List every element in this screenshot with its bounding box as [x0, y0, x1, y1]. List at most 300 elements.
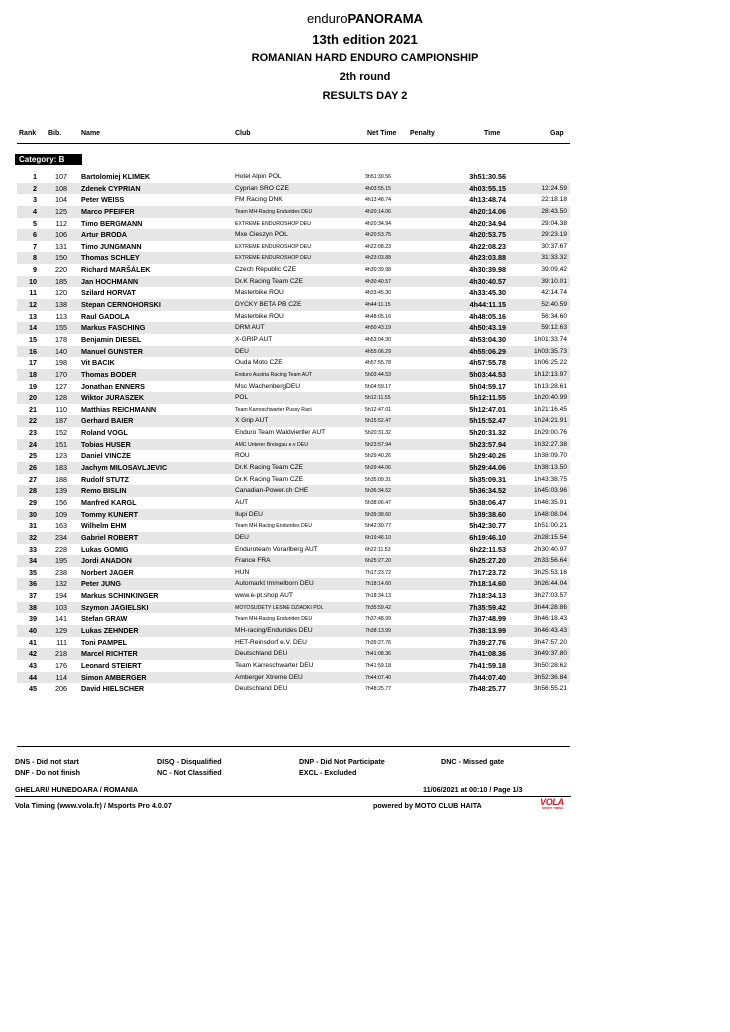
rank-cell: 4: [33, 206, 37, 216]
table-row: [17, 578, 570, 590]
club-cell: EXTREME ENDUROSHOP DEU: [235, 243, 311, 250]
bib-cell: 109: [55, 509, 67, 519]
rank-cell: 41: [29, 637, 37, 647]
club-cell: Msc WachenbergDEU: [235, 382, 300, 390]
vola-logo-icon: VOLA SPORT TIMING: [540, 797, 564, 810]
time-cell: 5h42:30.77: [469, 521, 506, 531]
rank-cell: 25: [29, 451, 37, 461]
time-cell: 7h35:59.42: [469, 602, 506, 612]
gap-cell: 1h46:35.91: [533, 498, 567, 506]
net-time-cell: 5h15:52.47: [365, 418, 391, 425]
championship: ROMANIAN HARD ENDURO CAMPIONSHIP: [251, 52, 479, 64]
time-cell: 5h29:44.06: [469, 463, 506, 473]
gap-cell: 3h27:03.57: [533, 592, 567, 600]
table-row: [17, 276, 570, 288]
time-cell: 4h53:04.30: [469, 334, 506, 344]
bib-cell: 220: [55, 265, 67, 275]
col-time: Time: [484, 130, 501, 137]
time-cell: 6h22:11.53: [469, 544, 506, 554]
rank-cell: 11: [29, 288, 37, 298]
gap-cell: 1h12:13.97: [533, 370, 567, 378]
name-cell: Gabriel ROBERT: [81, 532, 139, 542]
name-cell: Marcel RICHTER: [81, 649, 138, 659]
rank-cell: 37: [29, 591, 37, 601]
gap-cell: 31:33.32: [541, 254, 567, 262]
club-cell: Team Karreschwarter Pussy Raci: [235, 406, 312, 413]
table-row: [17, 334, 570, 346]
club-cell: Masterbike ROU: [235, 289, 284, 297]
time-cell: 5h12:11.55: [469, 393, 506, 403]
name-cell: Jordi ANADON: [81, 556, 132, 566]
footer-date-page: 11/06/2021 at 00:10 / Page 1/3: [423, 785, 523, 794]
net-time-cell: 7h39:27.76: [365, 639, 391, 646]
table-row: [17, 183, 570, 195]
bib-cell: 151: [55, 439, 67, 449]
table-row: [17, 485, 570, 497]
time-cell: 3h51:30.56: [469, 172, 506, 181]
club-cell: FM Racing DNK: [235, 196, 283, 204]
table-row: [17, 229, 570, 241]
net-time-cell: 4h55:06.29: [365, 348, 391, 355]
club-cell: Ilupi DEU: [235, 510, 263, 518]
club-cell: Deutschland DEU: [235, 685, 288, 693]
rank-cell: 20: [29, 393, 37, 403]
name-cell: Wilhelm EHM: [81, 521, 127, 531]
col-penalty: Penalty: [410, 130, 435, 137]
time-cell: 5h36:34.52: [469, 486, 506, 496]
rank-cell: 28: [29, 486, 37, 496]
time-cell: 7h38:13.99: [469, 625, 506, 635]
bib-cell: 139: [55, 486, 67, 496]
net-time-cell: 7h18:14.60: [365, 581, 391, 588]
bib-cell: 238: [55, 567, 67, 577]
club-cell: Team MH Racing Endurides DEU: [235, 523, 312, 530]
net-time-cell: 5h12:47.01: [365, 406, 391, 413]
club-cell: AUT: [235, 498, 249, 506]
gap-cell: 30:37.67: [541, 242, 567, 250]
name-cell: Stefan GRAW: [81, 614, 128, 624]
table-row: [17, 404, 570, 416]
table-row: [17, 287, 570, 299]
net-time-cell: 5h12:11.55: [365, 395, 391, 402]
gap-cell: 22:18.18: [541, 196, 567, 204]
net-time-cell: 4h20:53.75: [365, 232, 391, 239]
table-row: [17, 264, 570, 276]
col-rank: Rank: [19, 130, 37, 137]
time-cell: 5h29:40.26: [469, 451, 506, 461]
rank-cell: 14: [29, 323, 37, 333]
footer-location: GHELARI/ HUNEDOARA / ROMANIA: [15, 785, 139, 794]
net-time-cell: 7h41:59.18: [365, 662, 391, 669]
category-label: Category: B: [15, 154, 82, 165]
legend-dnf: DNF - Do not finish: [15, 768, 81, 777]
club-cell: Team MH-Racing Endurides DEU: [235, 208, 313, 215]
time-cell: 6h25:27.20: [469, 556, 506, 566]
rank-cell: 24: [29, 439, 37, 449]
gap-cell: 1h38:13.50: [533, 464, 567, 472]
net-time-cell: 4h44:11.15: [365, 302, 391, 309]
table-row: [17, 660, 570, 672]
time-cell: 4h20:53.75: [469, 230, 506, 240]
net-time-cell: 5h04:59.17: [365, 383, 391, 390]
table-row: [17, 311, 570, 323]
net-time-cell: 7h48:25.77: [365, 686, 391, 693]
time-cell: 7h37:48.99: [469, 614, 506, 624]
club-cell: Dr.K Racing Team CZE: [235, 277, 304, 285]
net-time-cell: 7h44:07.40: [365, 674, 391, 681]
name-cell: Lukas ZEHNDER: [81, 625, 139, 635]
club-cell: Mxe Cieszyn POL: [235, 231, 288, 239]
club-cell: EXTREME ENDUROSHOP DEU: [235, 255, 311, 262]
net-time-cell: 4h20:34.94: [365, 220, 391, 227]
rank-cell: 18: [29, 369, 37, 379]
bib-cell: 108: [55, 183, 67, 193]
club-cell: DYCKY BETA PB CZE: [235, 301, 302, 309]
club-cell: Enduro Austria Racing Team AUT: [235, 371, 313, 378]
table-row: [17, 637, 570, 649]
table-row: [17, 415, 570, 427]
table-row: [17, 252, 570, 264]
rank-cell: 17: [29, 358, 37, 368]
table-row: [17, 299, 570, 311]
time-cell: 5h23:57.94: [469, 439, 506, 449]
name-cell: Jonathan ENNERS: [81, 381, 145, 391]
club-cell: Hotel Alpin POL: [235, 173, 282, 180]
time-cell: 4h22:08.23: [469, 241, 506, 251]
gap-cell: 39:09.42: [541, 266, 567, 274]
name-cell: Raul GADOLA: [81, 311, 130, 321]
rank-cell: 3: [33, 195, 37, 205]
table-row: [17, 555, 570, 567]
net-time-cell: 4h57:55.78: [365, 360, 391, 367]
net-time-cell: 5h29:40.26: [365, 453, 391, 460]
name-cell: Stepan CERNOHORSKI: [81, 300, 161, 310]
table-row: [17, 625, 570, 637]
time-cell: 7h18:14.60: [469, 579, 506, 589]
results-table: [17, 171, 570, 695]
rank-cell: 7: [33, 241, 37, 251]
column-headers: [0, 130, 730, 142]
net-time-cell: 4h22:08.23: [365, 243, 391, 250]
bib-cell: 195: [55, 556, 67, 566]
club-cell: HUN: [235, 568, 250, 576]
rank-cell: 22: [29, 416, 37, 426]
net-time-cell: 4h33:45.30: [365, 290, 391, 297]
rank-cell: 15: [29, 334, 37, 344]
col-net-time: Net Time: [367, 130, 397, 137]
net-time-cell: 4h23:03.88: [365, 255, 391, 262]
bib-cell: 234: [55, 532, 67, 542]
gap-cell: 3h46:18.43: [533, 615, 567, 623]
table-row: [17, 439, 570, 451]
club-cell: X-GRIP AUT: [235, 335, 273, 343]
time-cell: 7h41:08.36: [469, 649, 506, 659]
bib-cell: 127: [55, 381, 67, 391]
club-cell: MOTOSUDETY LESNE DZIADKI POL: [235, 604, 324, 611]
net-time-cell: 6h22:11.53: [365, 546, 391, 553]
name-cell: Marco PFEIFER: [81, 206, 135, 216]
gap-cell: 1h03:35.73: [533, 347, 567, 355]
rank-cell: 34: [29, 556, 37, 566]
legend-dnp: DNP - Did Not Participate: [299, 757, 385, 766]
time-cell: 7h44:07.40: [469, 672, 506, 682]
bib-cell: 120: [55, 288, 67, 298]
club-cell: Dr.K Racing Team CZE: [235, 475, 304, 483]
time-cell: 4h30:39.98: [469, 265, 506, 275]
rank-cell: 6: [33, 230, 37, 240]
club-cell: EXTREME ENDUROSHOP DEU: [235, 220, 311, 227]
net-time-cell: 4h30:39.98: [365, 267, 391, 274]
gap-cell: 3h26:44.04: [533, 580, 567, 588]
gap-cell: 52:40.59: [541, 301, 567, 309]
time-cell: 4h30:40.57: [469, 276, 506, 286]
time-cell: 4h03:55.15: [469, 183, 506, 193]
name-cell: Rudolf STUTZ: [81, 474, 129, 484]
gap-cell: 1h21:16.45: [533, 405, 567, 413]
bib-cell: 152: [55, 428, 67, 438]
name-cell: Norbert JAGER: [81, 567, 134, 577]
club-cell: Masterbike ROU: [235, 312, 284, 320]
net-time-cell: 7h38:13.99: [365, 627, 391, 634]
time-cell: 5h39:38.60: [469, 509, 506, 519]
net-time-cell: 4h48:05.16: [365, 313, 391, 320]
time-cell: 5h35:09.31: [469, 474, 506, 484]
net-time-cell: 7h18:34.13: [365, 593, 391, 600]
table-row: [17, 357, 570, 369]
table-row: [17, 427, 570, 439]
table-row: [17, 392, 570, 404]
net-time-cell: 7h35:59.42: [365, 604, 391, 611]
table-row: [17, 218, 570, 230]
time-cell: 4h48:05.16: [469, 311, 506, 321]
legend-dns: DNS - Did not start: [15, 757, 79, 766]
time-cell: 4h20:34.94: [469, 218, 506, 228]
table-row: [17, 369, 570, 381]
club-cell: POL: [235, 394, 249, 402]
name-cell: Szilard HORVAT: [81, 288, 136, 298]
rank-cell: 40: [29, 625, 37, 635]
time-cell: 5h15:52.47: [469, 416, 506, 426]
table-row: [17, 206, 570, 218]
table-row: [17, 474, 570, 486]
club-cell: AMC Unterer Breisgau e.v DEU: [235, 441, 308, 448]
name-cell: Thomas BODER: [81, 369, 137, 379]
rank-cell: 30: [29, 509, 37, 519]
table-row: [17, 450, 570, 462]
club-cell: DRM AUT: [235, 324, 265, 332]
gap-cell: 1h29:00.76: [533, 429, 567, 437]
rank-cell: 42: [29, 649, 37, 659]
gap-cell: 3h50:28.62: [533, 661, 567, 669]
time-cell: 4h23:03.88: [469, 253, 506, 263]
net-time-cell: 5h03:44.53: [365, 371, 391, 378]
rank-cell: 43: [29, 660, 37, 670]
name-cell: Markus SCHINKINGER: [81, 591, 159, 601]
bib-cell: 194: [55, 591, 67, 601]
bib-cell: 112: [55, 218, 67, 228]
col-gap: Gap: [550, 130, 564, 137]
table-row: [17, 590, 570, 602]
name-cell: Bartolomiej KLIMEK: [81, 172, 151, 181]
round: 2th round: [339, 71, 391, 83]
club-cell: Enduro Team Waldviertler AUT: [235, 429, 326, 437]
header-divider: [17, 143, 570, 144]
table-row: [17, 520, 570, 532]
net-time-cell: 4h20:14.06: [365, 208, 391, 215]
bib-cell: 131: [55, 241, 67, 251]
club-cell: Cyprian SRO CZE: [235, 184, 289, 192]
rank-cell: 39: [29, 614, 37, 624]
table-row: [17, 532, 570, 544]
table-row: [17, 194, 570, 206]
rank-cell: 5: [33, 218, 37, 228]
gap-cell: 28:43.50: [541, 207, 567, 215]
rank-cell: 2: [33, 183, 37, 193]
col-name: Name: [81, 130, 101, 137]
table-row: [17, 497, 570, 509]
bib-cell: 141: [55, 614, 67, 624]
gap-cell: 1h43:38.75: [533, 475, 567, 483]
rank-cell: 38: [29, 602, 37, 612]
gap-cell: 39:10.01: [541, 277, 567, 285]
net-time-cell: 4h50:43.19: [365, 325, 391, 332]
bib-cell: 187: [55, 416, 67, 426]
name-cell: Gerhard BAIER: [81, 416, 134, 426]
bib-cell: 156: [55, 497, 67, 507]
bib-cell: 163: [55, 521, 67, 531]
bib-cell: 176: [55, 660, 67, 670]
net-time-cell: 4h30:40.57: [365, 278, 391, 285]
legend-dnc: DNC - Missed gate: [441, 757, 505, 766]
name-cell: Benjamin DIESEL: [81, 334, 142, 344]
time-cell: 4h55:06.29: [469, 346, 506, 356]
net-time-cell: 7h17:23.72: [365, 569, 391, 576]
net-time-cell: 5h39:38.60: [365, 511, 391, 518]
gap-cell: 1h48:08.04: [533, 510, 567, 518]
name-cell: Simon AMBERGER: [81, 672, 147, 682]
name-cell: Jachym MILOSAVLJEVIC: [81, 463, 168, 473]
table-row: [17, 567, 570, 579]
table-row: [17, 648, 570, 660]
club-cell: Ouda Moto CZE: [235, 359, 283, 367]
club-cell: ROU: [235, 452, 250, 460]
footer-divider: [15, 796, 571, 797]
time-cell: 7h41:59.18: [469, 660, 506, 670]
name-cell: Wiktor JURASZEK: [81, 393, 145, 403]
rank-cell: 29: [29, 497, 37, 507]
net-time-cell: 4h53:04.30: [365, 336, 391, 343]
rank-cell: 44: [29, 672, 37, 682]
rank-cell: 19: [29, 381, 37, 391]
name-cell: Daniel VINCZE: [81, 451, 131, 461]
legend-nc: NC - Not Classified: [157, 768, 222, 777]
bib-cell: 140: [55, 346, 67, 356]
bib-cell: 107: [55, 172, 67, 181]
bib-cell: 125: [55, 206, 67, 216]
time-cell: 4h33:45.30: [469, 288, 506, 298]
bib-cell: 150: [55, 253, 67, 263]
bib-cell: 155: [55, 323, 67, 333]
gap-cell: 29:23.19: [541, 231, 567, 239]
gap-cell: 1h45:03.96: [533, 487, 567, 495]
gap-cell: 1h51:00.21: [533, 522, 567, 530]
gap-cell: 3h47:57.20: [533, 638, 567, 646]
name-cell: Manuel GUNSTER: [81, 346, 143, 356]
time-cell: 5h04:59.17: [469, 381, 506, 391]
table-row: [17, 509, 570, 521]
net-time-cell: 6h25:27.20: [365, 558, 391, 565]
bib-cell: 128: [55, 393, 67, 403]
name-cell: Timo BERGMANN: [81, 218, 143, 228]
table-row: [17, 672, 570, 684]
net-time-cell: 5h23:57.94: [365, 441, 391, 448]
name-cell: Lukas GOMIG: [81, 544, 129, 554]
rank-cell: 31: [29, 521, 37, 531]
net-time-cell: 7h37:48.99: [365, 616, 391, 623]
club-cell: DEU: [235, 347, 249, 355]
table-row: [17, 683, 570, 695]
club-cell: Amberger Xtreme DEU: [235, 673, 303, 681]
gap-cell: 3h25:53.16: [533, 568, 567, 576]
net-time-cell: 7h41:08.36: [365, 651, 391, 658]
name-cell: Tobias HUSER: [81, 439, 131, 449]
name-cell: Remo BISLIN: [81, 486, 127, 496]
name-cell: Matthias REICHMANN: [81, 404, 157, 414]
gap-cell: 2h33:56.64: [533, 557, 567, 565]
time-cell: 5h12:47.01: [469, 404, 506, 414]
time-cell: 5h20:31.32: [469, 428, 506, 438]
gap-cell: 1h06:25.22: [533, 359, 567, 367]
rank-cell: 27: [29, 474, 37, 484]
net-time-cell: 6h19:46.10: [365, 534, 391, 541]
table-row: [17, 544, 570, 556]
rank-cell: 23: [29, 428, 37, 438]
club-cell: DEU: [235, 533, 249, 541]
name-cell: Leonard STEIERT: [81, 660, 142, 670]
club-cell: Automarkt Immelborn DEU: [235, 580, 314, 588]
bib-cell: 170: [55, 369, 67, 379]
bib-cell: 129: [55, 625, 67, 635]
rank-cell: 26: [29, 463, 37, 473]
gap-cell: 1h01:33.74: [533, 335, 567, 343]
rank-cell: 9: [33, 265, 37, 275]
net-time-cell: 5h38:06.47: [365, 499, 391, 506]
net-time-cell: 3h51:30.56: [365, 174, 391, 180]
bib-cell: 198: [55, 358, 67, 368]
edition: 13th edition 2021: [312, 32, 418, 47]
table-row: [17, 381, 570, 393]
rank-cell: 1: [33, 172, 37, 181]
gap-cell: 2h28:15.54: [533, 533, 567, 541]
name-cell: Markus FASCHING: [81, 323, 146, 333]
time-cell: 7h39:27.76: [469, 637, 506, 647]
club-cell: Team MH-Racing Endurides DEU: [235, 616, 313, 623]
club-cell: www.e-pt.shop AUT: [235, 592, 293, 600]
bib-cell: 114: [55, 672, 67, 682]
time-cell: 6h19:46.10: [469, 532, 506, 542]
gap-cell: 59:12.63: [541, 324, 567, 332]
bib-cell: 183: [55, 463, 67, 473]
bib-cell: 123: [55, 451, 67, 461]
name-cell: Szymon JAGIELSKI: [81, 602, 149, 612]
bib-cell: 228: [55, 544, 67, 554]
time-cell: 7h17:23.72: [469, 567, 506, 577]
footer-powered: powered by MOTO CLUB HAITA: [373, 801, 482, 810]
table-row: [17, 322, 570, 334]
club-cell: Enduroteam Vorarlberg AUT: [235, 545, 318, 553]
time-cell: 4h13:48.74: [469, 195, 506, 205]
table-row: [17, 241, 570, 253]
